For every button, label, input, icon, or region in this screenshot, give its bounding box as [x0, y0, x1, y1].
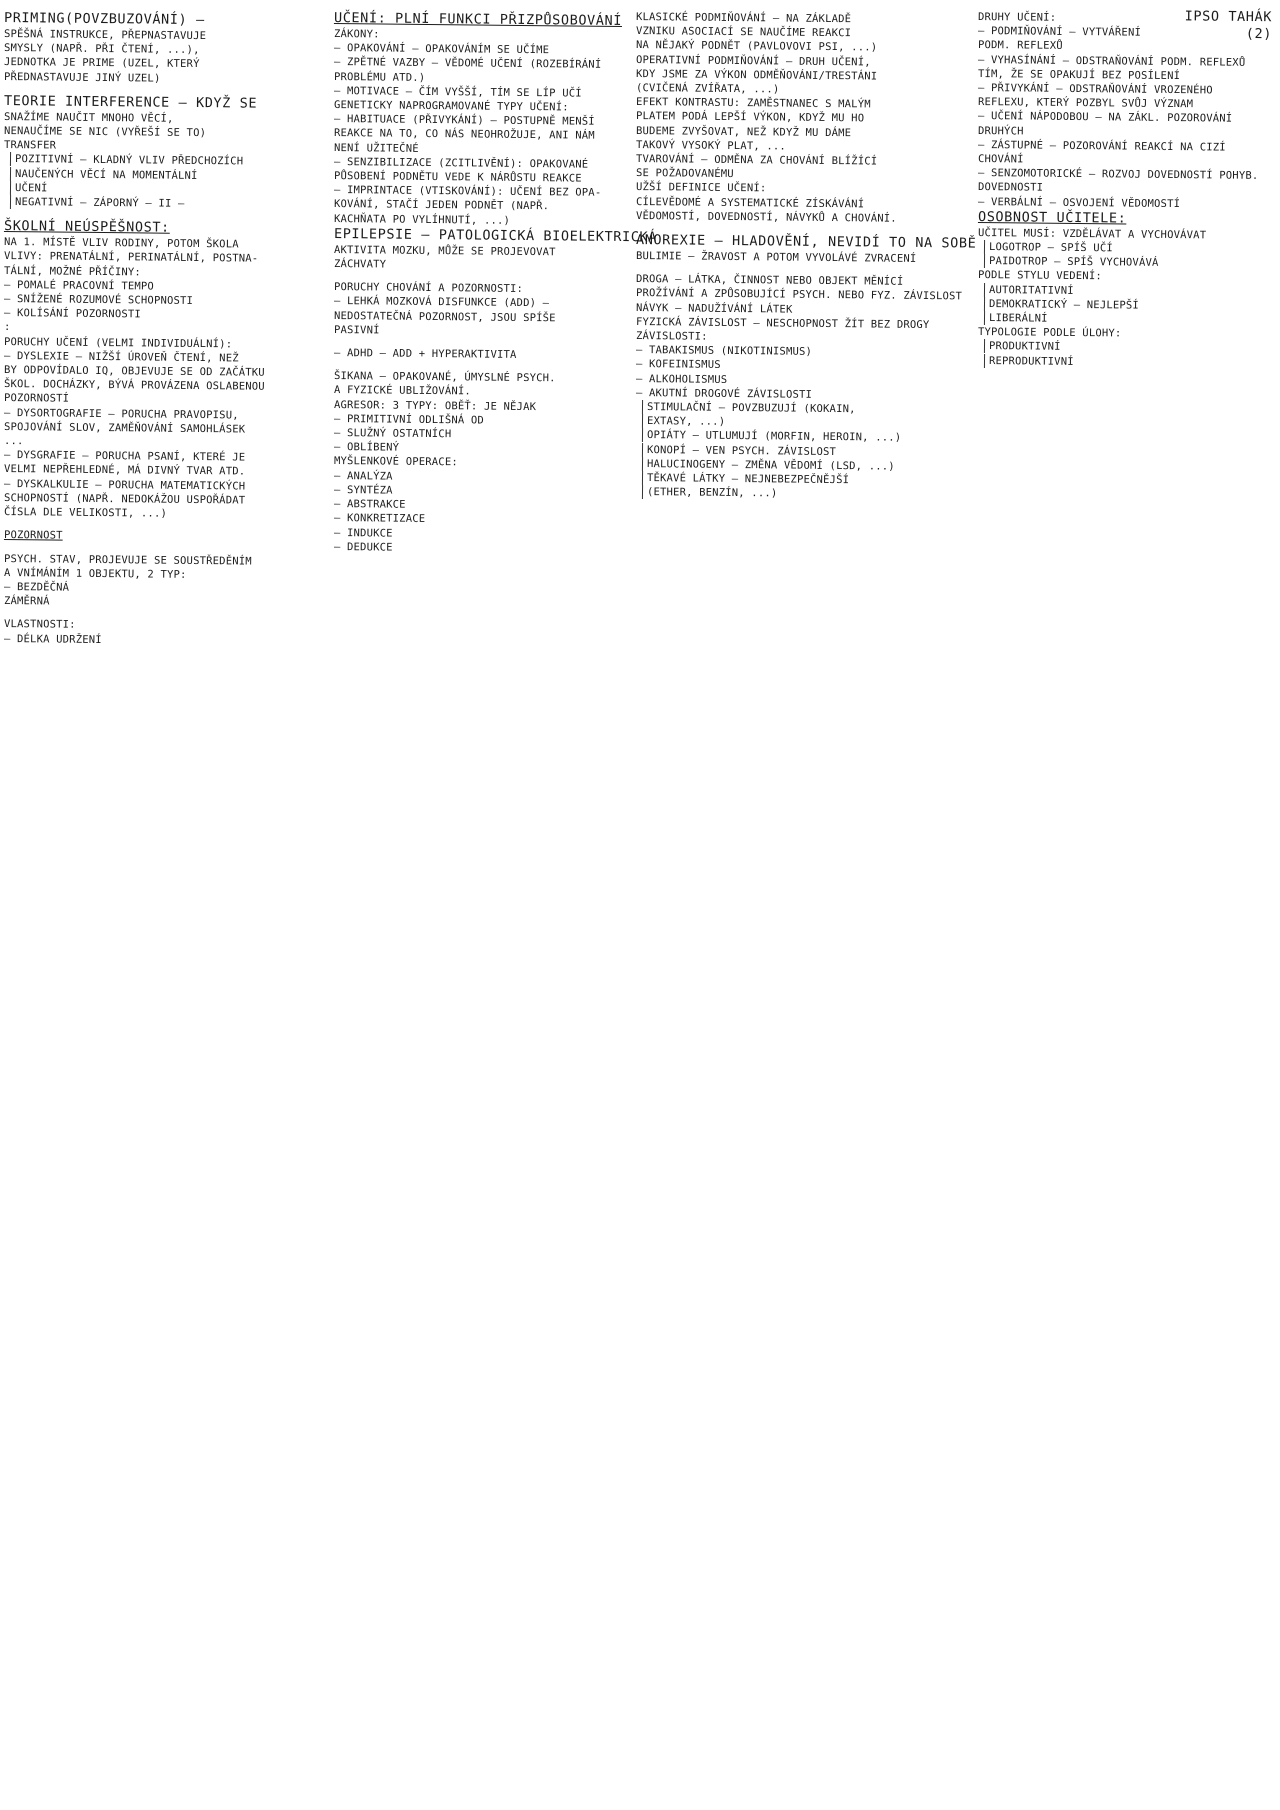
column-3 — [636, 10, 982, 500]
sheet-title: IPSO TAHÁK — [1184, 8, 1273, 26]
note-line: SNAŽÍME NAUČIT MNOHO VĚCÍ, — [3, 110, 174, 125]
note-line: PROBLÉMU ATD.) — [333, 70, 426, 84]
note-line: PŮSOBENÍ PODNĚTU VEDE K NÁRŮSTU REAKCE — [333, 170, 582, 185]
note-line: DRUHÝCH — [977, 124, 1024, 138]
note-line: – VYHASÍNÁNÍ – ODSTRAŇOVÁNÍ PODM. REFLEXŮ — [977, 53, 1246, 69]
note-line: DRUHY UČENÍ: — [977, 11, 1057, 24]
note-line: ŠIKANA – OPAKOVANÉ, ÚMYSLNÉ PSYCH. — [333, 370, 556, 385]
note-line: NENAUČÍME SE NIC (VYŘEŠÍ SE TO) — [3, 125, 207, 140]
note-line: TRANSFER — [3, 139, 57, 152]
note-line: – LEHKÁ MOZKOVÁ DISFUNKCE (ADD) – — [333, 295, 550, 310]
note-line: VZNIKU ASOCIACÍ SE NAUČÍME REAKCI — [635, 25, 852, 40]
note-line: – POMALÉ PRACOVNÍ TEMPO — [3, 278, 155, 293]
note-line: BY ODPOVÍDALO IQ, OBJEVUJE SE OD ZAČÁTKU — [3, 364, 265, 379]
note-line: MYŠLENKOVÉ OPERACE: — [333, 455, 458, 469]
note-line: – DYSORTOGRAFIE – PORUCHA PRAVOPISU, — [3, 406, 239, 422]
note-line: ČÍSLA DLE VELIKOSTI, ...) — [3, 506, 168, 520]
note-line: POZORNOST — [3, 529, 63, 542]
note-line: PAIDOTROP – SPÍŠ VYCHOVÁVÁ — [984, 254, 1278, 271]
sheet-label — [1154, 8, 1272, 42]
note-line: – PRIMITIVNÍ ODLIŠNÁ OD — [333, 412, 485, 427]
note-line: NA 1. MÍSTĚ VLIV RODINY, POTOM ŠKOLA — [3, 236, 239, 251]
note-line: – ADHD – ADD + HYPERAKTIVITA — [333, 347, 517, 361]
note-heading: TEORIE INTERFERENCE – KDYŽ SE — [3, 92, 258, 112]
note-line: SCHOPNOSTÍ (NAPŘ. NEDOKÁŽOU USPOŘÁDAT — [3, 491, 246, 507]
note-heading: ŠKOLNÍ NEÚSPĚŠNOST: — [3, 218, 170, 236]
note-line: LIBERÁLNÍ — [984, 311, 1278, 328]
note-line: ZÁVISLOSTI: — [635, 330, 708, 343]
note-line: KACHŇATA PO VYLÍHNUTÍ, ...) — [333, 212, 511, 227]
note-line: KOVÁNÍ, STAČÍ JEDEN PODNĚT (NAPŘ. — [333, 198, 550, 213]
note-line: – VERBÁLNÍ – OSVOJENÍ VĚDOMOSTÍ — [977, 195, 1181, 210]
note-line: – MOTIVACE – ČÍM VYŠŠÍ, TÍM SE LÍP UČÍ — [333, 84, 582, 100]
note-line: – DYSKALKULIE – PORUCHA MATEMATICKÝCH — [3, 477, 246, 493]
note-line: ŠKOL. DOCHÁZKY, BÝVÁ PROVÁZENA OSLABENOU — [3, 378, 265, 393]
note-line: – OPAKOVÁNÍ – OPAKOVÁNÍM SE UČÍME — [333, 42, 550, 57]
note-line: REFLEXU, KTERÝ POZBYL SVŮJ VÝZNAM — [977, 96, 1194, 111]
note-line: SPOJOVÁNÍ SLOV, ZAMĚŇOVÁNÍ SAMOHLÁSEK — [3, 420, 246, 436]
note-line: – KOLÍSÁNÍ POZORNOSTI — [3, 307, 142, 321]
note-line: BULIMIE – ŽRAVOST A POTOM VYVOLÁVÉ ZVRACENÍ — [635, 250, 917, 265]
note-line: LOGOTROP – SPÍŠ UČÍ — [984, 240, 1278, 257]
note-line: – ZPĚTNÉ VAZBY – VĚDOMÉ UČENÍ (ROZEBÍRÁNÍ — [333, 56, 602, 72]
note-line: – HABITUACE (PŘIVYKÁNÍ) – POSTUPNĚ MENŠÍ — [333, 113, 595, 128]
note-line: DOVEDNOSTI — [977, 181, 1044, 195]
note-line: A FYZICKÉ UBLIŽOVÁNÍ. — [333, 384, 472, 398]
note-line: HALUCINOGENY – ZMĚNA VĚDOMÍ (LSD, ...) — [642, 457, 982, 475]
note-line: KONOPÍ – VEN PSYCH. ZÁVISLOST — [642, 443, 982, 461]
note-line: VELMI NEPŘEHLEDNÉ, MÁ DIVNÝ TVAR ATD. — [3, 463, 246, 479]
note-line: – DYSGRAFIE – PORUCHA PSANÍ, KTERÉ JE — [3, 449, 246, 464]
note-line: – TABAKISMUS (NIKOTINISMUS) — [635, 344, 813, 359]
note-line: (ETHER, BENZÍN, ...) — [642, 485, 982, 503]
note-heading: PRIMING(POVZBUZOVÁNÍ) – — [3, 10, 205, 29]
note-line: EFEKT KONTRASTU: ZAMĚSTNANEC S MALÝM — [635, 96, 871, 111]
note-line: – ANALÝZA — [333, 469, 393, 483]
note-line: VĚDOMOSTÍ, DOVEDNOSTÍ, NÁVYKŮ A CHOVÁNÍ. — [635, 209, 897, 225]
note-line: PORUCHY CHOVÁNÍ A POZORNOSTI: — [333, 281, 524, 296]
note-line: STIMULAČNÍ – POVZBUZUJÍ (KOKAIN, — [642, 400, 982, 418]
note-line: – SNÍŽENÉ ROZUMOVÉ SCHOPNOSTI — [3, 293, 194, 308]
note-line: TĚKAVÉ LÁTKY – NEJNEBEZPEČNĚJŠÍ — [642, 471, 982, 489]
note-line: TVAROVÁNÍ – ODMĚNA ZA CHOVÁNÍ BLÍŽÍCÍ — [635, 153, 878, 168]
note-line: PROŽÍVÁNÍ A ZPŮSOBUJÍCÍ PSYCH. NEBO FYZ. ZÁVISLOST — [635, 287, 963, 303]
note-line: UČITEL MUSÍ: VZDĚLÁVAT A VYCHOVÁVAT — [977, 226, 1207, 242]
note-line: – UČENÍ NÁPODOBOU – NA ZÁKL. POZOROVÁNÍ — [977, 110, 1233, 126]
note-line: VLIVY: PRENATÁLNÍ, PERINATÁLNÍ, POSTNA- — [3, 250, 259, 266]
note-line: FYZICKÁ ZÁVISLOST – NESCHOPNOST ŽÍT BEZ DROGY — [635, 315, 930, 331]
note-line: ZÁMĚRNÁ — [3, 595, 50, 608]
note-line: JEDNOTKA JE PRIME (UZEL, KTERÝ — [3, 56, 200, 71]
note-line: – INDUKCE — [333, 526, 393, 540]
note-line: PORUCHY UČENÍ (VELMI INDIVIDUÁLNÍ): — [3, 335, 233, 351]
note-line: – ALKOHOLISMUS — [635, 372, 728, 386]
note-line: SMYSLY (NAPŘ. PŘI ČTENÍ, ...), — [3, 42, 200, 57]
note-line: POZORNOSTÍ — [3, 392, 70, 406]
note-line: – SENZIBILIZACE (ZCITLIVĚNÍ): OPAKOVANÉ — [333, 155, 589, 171]
note-heading: OSOBNOST UČITELE: — [977, 208, 1127, 227]
note-line: GENETICKY NAPROGRAMOVANÉ TYPY UČENÍ: — [333, 99, 569, 114]
note-line: NENÍ UŽITEČNÉ — [333, 141, 419, 155]
note-line: PŘEDNASTAVUJE JINÝ UZEL) — [3, 70, 161, 85]
note-line: TAKOVÝ VYSOKÝ PLAT, ... — [635, 138, 787, 153]
note-line: UČENÍ — [10, 181, 326, 199]
note-line: REAKCE NA TO, CO NÁS NEOHROŽUJE, ANI NÁM — [333, 127, 595, 143]
note-line: NEGATIVNÍ – ZÁPORNÝ – II – — [10, 195, 326, 213]
note-line: TYPOLOGIE PODLE ÚLOHY: — [977, 326, 1122, 340]
note-line: NEDOSTATEČNÁ POZORNOST, JSOU SPÍŠE — [333, 309, 556, 324]
column-1 — [4, 10, 326, 646]
note-heading: ANOREXIE – HLADOVĚNÍ, NEVIDÍ TO NA SOBĚ — [635, 232, 977, 252]
note-line: ... — [3, 435, 24, 448]
note-line: – ZÁSTUPNÉ – POZOROVÁNÍ REAKCÍ NA CIZÍ — [977, 138, 1226, 154]
note-line: AUTORITATIVNÍ — [984, 283, 1278, 300]
note-line: – ABSTRAKCE — [333, 498, 406, 511]
note-line: – KOFEINISMUS — [635, 358, 721, 372]
sheet-number: (2) — [1245, 25, 1273, 43]
note-line: EXTASY, ...) — [642, 414, 982, 432]
note-line: PODLE STYLU VEDENÍ: — [977, 269, 1102, 283]
note-line: – SENZOMOTORICKÉ – ROZVOJ DOVEDNOSTÍ POHYB. — [977, 167, 1259, 183]
note-line: NA NĚJAKÝ PODNĚT (PAVLOVOVI PSI, ...) — [635, 39, 878, 54]
note-line: PODM. REFLEXŮ — [977, 39, 1063, 53]
note-line: TÍM, ŽE SE OPAKUJÍ BEZ POSÍLENÍ — [977, 67, 1181, 82]
note-line: – IMPRINTACE (VTISKOVÁNÍ): UČENÍ BEZ OPA- — [333, 184, 602, 200]
note-line: REPRODUKTIVNÍ — [984, 354, 1278, 371]
note-line: AGRESOR: 3 TYPY: OBĚŤ: JE NĚJAK — [333, 398, 537, 413]
note-line: – DYSLEXIE – NIŽŠÍ ÚROVEŇ ČTENÍ, NEŽ — [3, 349, 239, 365]
note-line: A VNÍMÁNÍM 1 OBJEKTU, 2 TYP: — [3, 566, 187, 581]
note-line: DEMOKRATICKÝ – NEJLEPŠÍ — [984, 297, 1278, 314]
note-line: – PODMIŇOVÁNÍ – VYTVÁŘENÍ — [977, 25, 1142, 39]
note-heading: UČENÍ: PLNÍ FUNKCI PŘIZPŮSOBOVÁNÍ — [333, 10, 623, 30]
note-line: POZITIVNÍ – KLADNÝ VLIV PŘEDCHOZÍCH — [10, 152, 326, 170]
note-line: CHOVÁNÍ — [977, 153, 1024, 166]
column-2 — [334, 10, 664, 554]
note-line: UŽŠÍ DEFINICE UČENÍ: — [635, 181, 767, 195]
note-line: AKTIVITA MOZKU, MŮŽE SE PROJEVOVAT — [333, 243, 556, 259]
note-line: SE POŽADOVANÉMU — [635, 167, 734, 181]
note-line: VLASTNOSTI: — [3, 618, 76, 632]
note-line: OPERATIVNÍ PODMIŇOVÁNÍ – DRUH UČENÍ, — [635, 53, 871, 69]
column-4 — [978, 10, 1278, 368]
note-line: DROGA – LÁTKA, ČINNOST NEBO OBJEKT MĚNÍCÍ — [635, 273, 904, 289]
note-line: BUDEME ZVYŠOVAT, NEŽ KDYŽ MU DÁME — [635, 124, 852, 139]
note-line: PRODUKTIVNÍ — [984, 339, 1278, 356]
note-line: ZÁCHVATY — [333, 258, 387, 271]
note-line: CÍLEVĚDOMÉ A SYSTEMATICKÉ ZÍSKÁVÁNÍ — [635, 195, 865, 211]
note-line: TÁLNÍ, MOŽNÉ PŘÍČINY: — [3, 264, 142, 279]
note-line: ZÁKONY: — [333, 28, 380, 41]
note-line: NÁVYK – NADUŽÍVÁNÍ LÁTEK — [635, 301, 793, 316]
note-line: PASIVNÍ — [333, 323, 380, 337]
note-line: NAUČENÝCH VĚCÍ NA MOMENTÁLNÍ — [10, 167, 326, 185]
note-line: PSYCH. STAV, PROJEVUJE SE SOUSTŘEDĚNÍM — [3, 552, 252, 568]
note-line: – DÉLKA UDRŽENÍ — [3, 632, 102, 646]
note-line: – KONKRETIZACE — [333, 512, 426, 526]
note-line: – PŘIVYKÁNÍ – ODSTRAŇOVÁNÍ VROZENÉHO — [977, 82, 1213, 97]
note-line: – SLUŽNÝ OSTATNÍCH — [333, 427, 452, 441]
note-line: – BEZDĚČNÁ — [3, 580, 70, 594]
note-line: – SYNTÉZA — [333, 483, 393, 497]
note-line: KLASICKÉ PODMIŇOVÁNÍ – NA ZÁKLADĚ — [635, 11, 852, 26]
note-line: PLATEM PODÁ LEPŠÍ VÝKON, KDYŽ MU HO — [635, 110, 865, 125]
note-line: – DEDUKCE — [333, 540, 393, 554]
note-line: – AKUTNÍ DROGOVÉ ZÁVISLOSTI — [635, 386, 813, 401]
note-heading: EPILEPSIE – PATOLOGICKÁ BIOELEKTRICKÁ — [333, 225, 658, 246]
note-line: OPIÁTY – UTLUMUJÍ (MORFIN, HEROIN, ...) — [642, 428, 982, 446]
note-line: (CVIČENÁ ZVÍŘATA, ...) — [635, 82, 780, 96]
note-line: : — [3, 321, 11, 334]
note-line: SPĚŠNÁ INSTRUKCE, PŘEPNASTAVUJE — [3, 28, 207, 43]
note-line: – OBLÍBENÝ — [333, 441, 400, 454]
note-line: KDY JSME ZA VÝKON ODMĚŇOVÁNI/TRESTÁNI — [635, 67, 878, 83]
